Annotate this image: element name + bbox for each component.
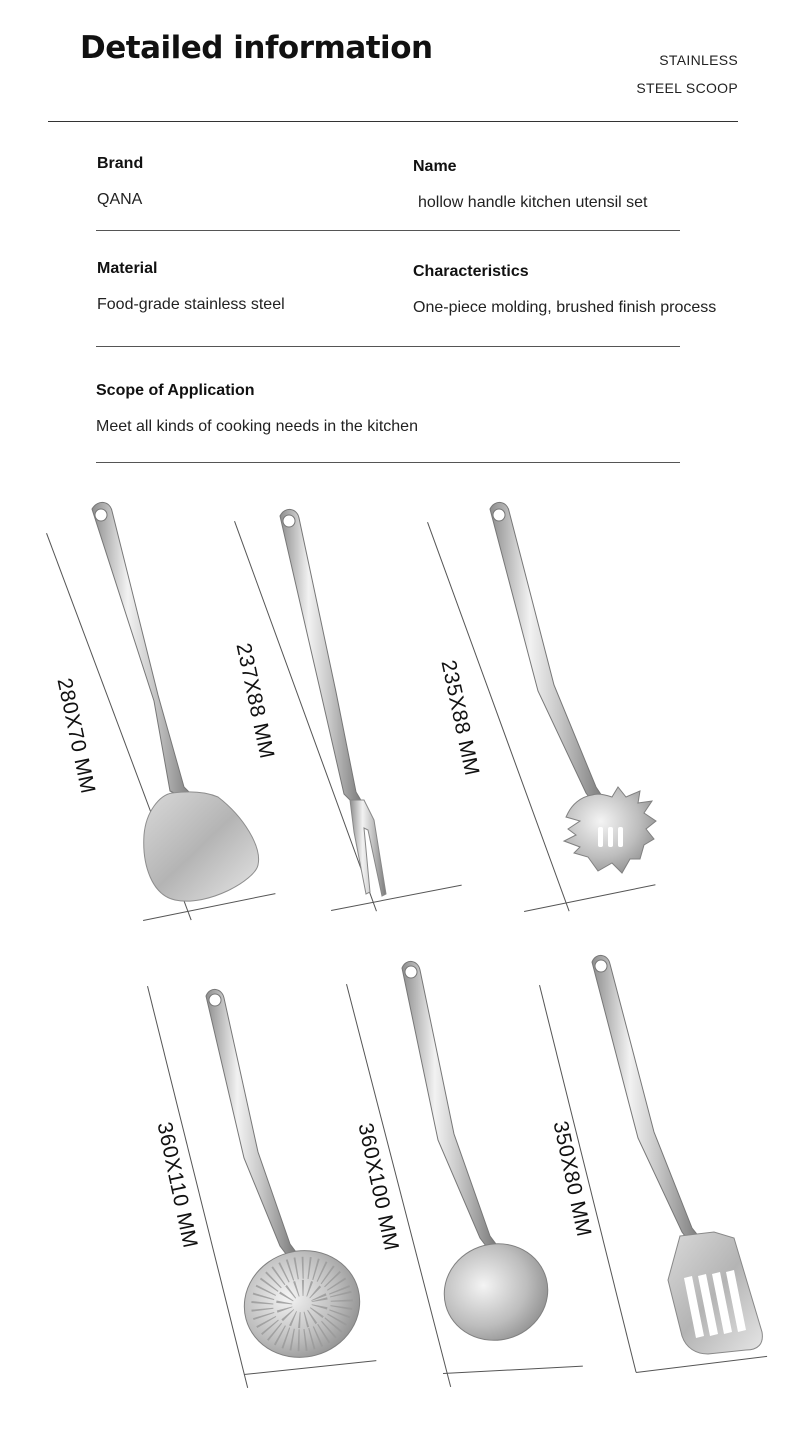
skimmer-image xyxy=(200,982,380,1372)
dimension-label: 350X80 MM xyxy=(548,1119,596,1239)
scope-label: Scope of Application xyxy=(96,382,255,399)
dimension-label: 360X100 MM xyxy=(353,1121,404,1253)
dimension-baseline xyxy=(524,884,656,912)
dimension-label: 237X88 MM xyxy=(231,641,279,761)
name-label: Name xyxy=(413,158,457,175)
page-title: Detailed information xyxy=(80,30,433,66)
material-value: Food-grade stainless steel xyxy=(97,296,285,313)
subtitle-line-1: STAINLESS xyxy=(659,52,738,68)
spec-divider-1 xyxy=(96,230,680,231)
dimension-baseline xyxy=(636,1356,767,1373)
dimension-baseline xyxy=(443,1366,583,1374)
name-value: hollow handle kitchen utensil set xyxy=(418,194,648,211)
slotted-turner-image xyxy=(586,948,776,1358)
scope-value: Meet all kinds of cooking needs in the kitchen xyxy=(96,418,418,435)
characteristics-label: Characteristics xyxy=(413,263,529,280)
brand-value: QANA xyxy=(97,191,143,208)
material-label: Material xyxy=(97,260,158,277)
characteristics-value: One-piece molding, brushed finish process xyxy=(413,299,717,316)
spec-divider-2 xyxy=(96,346,680,347)
fork-image xyxy=(270,502,410,902)
dimension-label: 235X88 MM xyxy=(436,658,484,778)
spec-divider-3 xyxy=(96,462,680,463)
dimension-label: 360X110 MM xyxy=(152,1120,202,1251)
subtitle-line-2: STEEL SCOOP xyxy=(636,80,738,96)
dimension-label: 280X70 MM xyxy=(52,676,100,796)
ladle-image xyxy=(396,954,566,1354)
brand-label: Brand xyxy=(97,155,144,172)
pasta-server-image xyxy=(480,495,670,885)
header-divider xyxy=(48,121,738,122)
